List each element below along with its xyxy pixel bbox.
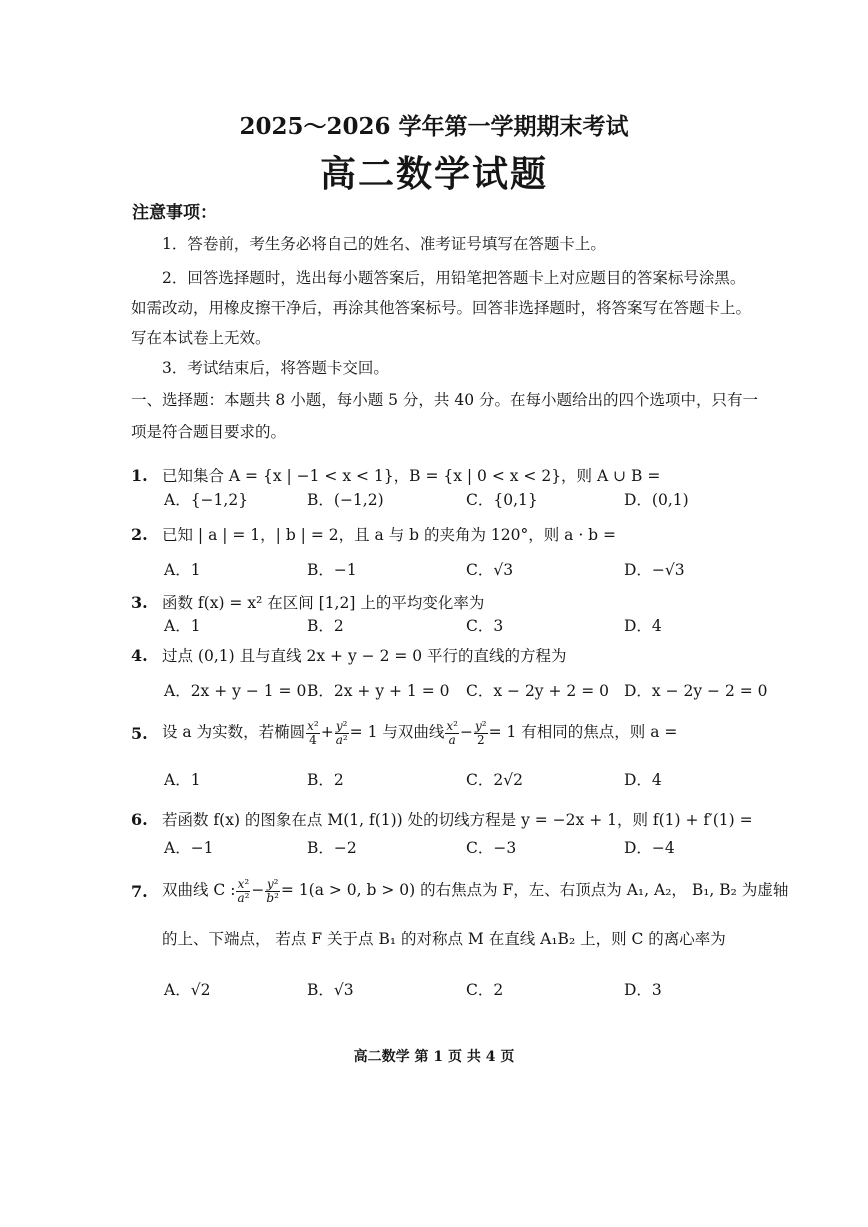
notice-item-2-cont: 如需改动，用橡皮擦干净后，再涂其他答案标号。回答非选择题时，将答案写在答题卡上。 — [131, 299, 752, 317]
fraction: $\frac{\text{y²}}{\text{a²}}$ — [335, 718, 348, 747]
question-3-option-a: A．1 — [164, 617, 201, 635]
question-2-option-c: C．√3 — [466, 561, 514, 579]
question-1-option-b: B．(−1,2) — [307, 491, 384, 509]
question-3-option-b: B．2 — [307, 617, 344, 635]
question-5-option-b: B．2 — [307, 771, 344, 789]
page-footer: 高二数学 第 1 页 共 4 页 — [353, 1049, 515, 1065]
exam-title: 2025～2026 学年第一学期期末考试 — [239, 113, 629, 140]
question-4-option-a: A．2x + y − 1 = 0 — [164, 682, 307, 700]
question-7-stem: 双曲线 C : $\frac{\text{x²}}{\text{a²}}$ − $\frac{\text{y²}}{\text{b²}}$ = 1(a > 0, b > 0) 的右焦点为 F，左、右顶点为 A₁, A₂， B₁, B₂ 为虚轴 — [162, 876, 789, 905]
question-1-stem: 已知集合 A = {x | −1 < x < 1}，B = {x | 0 < x < 2}，则 A ∪ B = — [162, 467, 661, 485]
fraction: $\frac{\text{x²}}{a}$ — [446, 718, 458, 747]
question-1-option-a: A．{−1,2} — [164, 491, 249, 509]
question-5-number: 5. — [131, 724, 148, 743]
fraction: $\frac{\text{y²}}{\text{b²}}$ — [266, 876, 279, 905]
question-4-option-b: B．2x + y + 1 = 0 — [307, 682, 450, 700]
question-2-option-a: A．1 — [164, 561, 201, 579]
section-heading: 一、选择题：本题共 8 小题，每小题 5 分，共 40 分。在每小题给出的四个选项中，只有一 — [131, 391, 759, 409]
question-5-stem-part-2: = 1 与双曲线 — [349, 723, 445, 741]
question-5-option-d: D．4 — [624, 771, 662, 789]
question-5-stem-part-1: 设 a 为实数，若椭圆 — [162, 723, 306, 741]
question-6-option-b: B．−2 — [307, 839, 357, 857]
question-7-option-c: C．2 — [466, 981, 504, 999]
question-1-option-d: D．(0,1) — [624, 491, 689, 509]
question-7-option-a: A．√2 — [164, 981, 211, 999]
question-6-stem: 若函数 f(x) 的图象在点 M(1, f(1)) 处的切线方程是 y = −2x + 1，则 f(1) + f′(1) = — [162, 811, 753, 829]
question-6-option-c: C．−3 — [466, 839, 517, 857]
notice-item-3: 3．考试结束后，将答题卡交回。 — [162, 359, 389, 377]
question-1-number: 1. — [131, 466, 148, 485]
question-2-option-d: D．−√3 — [624, 561, 685, 579]
question-2-option-b: B．−1 — [307, 561, 357, 579]
notice-item-1: 1．答卷前，考生务必将自己的姓名、准考证号填写在答题卡上。 — [162, 235, 606, 253]
question-5-option-a: A．1 — [164, 771, 201, 789]
exam-subtitle: 高二数学试题 — [319, 153, 548, 195]
question-3-stem: 函数 f(x) = x² 在区间 [1,2] 上的平均变化率为 — [162, 594, 485, 612]
question-6-option-a: A．−1 — [164, 839, 214, 857]
question-3-option-d: D．4 — [624, 617, 662, 635]
fraction: $\frac{\text{y²}}{2}$ — [474, 718, 487, 747]
question-7-option-d: D．3 — [624, 981, 662, 999]
question-7-stem-cont: 的上、下端点， 若点 F 关于点 B₁ 的对称点 M 在直线 A₁B₂ 上，则 C 的离心率为 — [162, 930, 726, 948]
question-2-stem: 已知 | a | = 1，| b | = 2，且 a 与 b 的夹角为 120°，则 a · b = — [162, 526, 617, 544]
question-4-option-d: D．x − 2y − 2 = 0 — [624, 682, 768, 700]
question-7-number: 7. — [131, 882, 148, 901]
notice-item-2-end: 写在本试卷上无效。 — [131, 329, 271, 347]
notice-heading: 注意事项： — [132, 203, 217, 223]
question-5-stem-part-3: = 1 有相同的焦点，则 a = — [488, 723, 678, 741]
notice-item-2: 2．回答选择题时，选出每小题答案后，用铅笔把答题卡上对应题目的答案标号涂黑。 — [162, 269, 746, 287]
question-5-stem: 设 a 为实数，若椭圆 $\frac{\text{x²}}{4}$ + $\frac{\text{y²}}{\text{a²}}$ = 1 与双曲线 $\frac{\text{x²}}{a}$ − $\frac{\text{y²}}{2}$ = 1 有相同的焦点，则 a = — [162, 718, 678, 747]
section-heading-cont: 项是符合题目要求的。 — [131, 423, 287, 441]
fraction: $\frac{\text{x²}}{\text{a²}}$ — [237, 876, 250, 905]
question-1-option-c: C．{0,1} — [466, 491, 538, 509]
fraction: $\frac{\text{x²}}{4}$ — [307, 718, 319, 747]
question-3-number: 3. — [131, 593, 148, 612]
question-4-number: 4. — [131, 646, 148, 665]
question-6-option-d: D．−4 — [624, 839, 675, 857]
question-3-option-c: C．3 — [466, 617, 504, 635]
question-6-number: 6. — [131, 810, 148, 829]
question-2-number: 2. — [131, 525, 148, 544]
question-7-stem-part-1: 双曲线 C : — [162, 881, 236, 899]
question-7-stem-part-2: = 1(a > 0, b > 0) 的右焦点为 F，左、右顶点为 A₁, A₂， B₁, B₂ 为虚轴 — [280, 881, 789, 899]
question-4-stem: 过点 (0,1) 且与直线 2x + y − 2 = 0 平行的直线的方程为 — [162, 647, 567, 665]
question-7-option-b: B．√3 — [307, 981, 354, 999]
question-5-option-c: C．2√2 — [466, 771, 523, 789]
question-4-option-c: C．x − 2y + 2 = 0 — [466, 682, 609, 700]
